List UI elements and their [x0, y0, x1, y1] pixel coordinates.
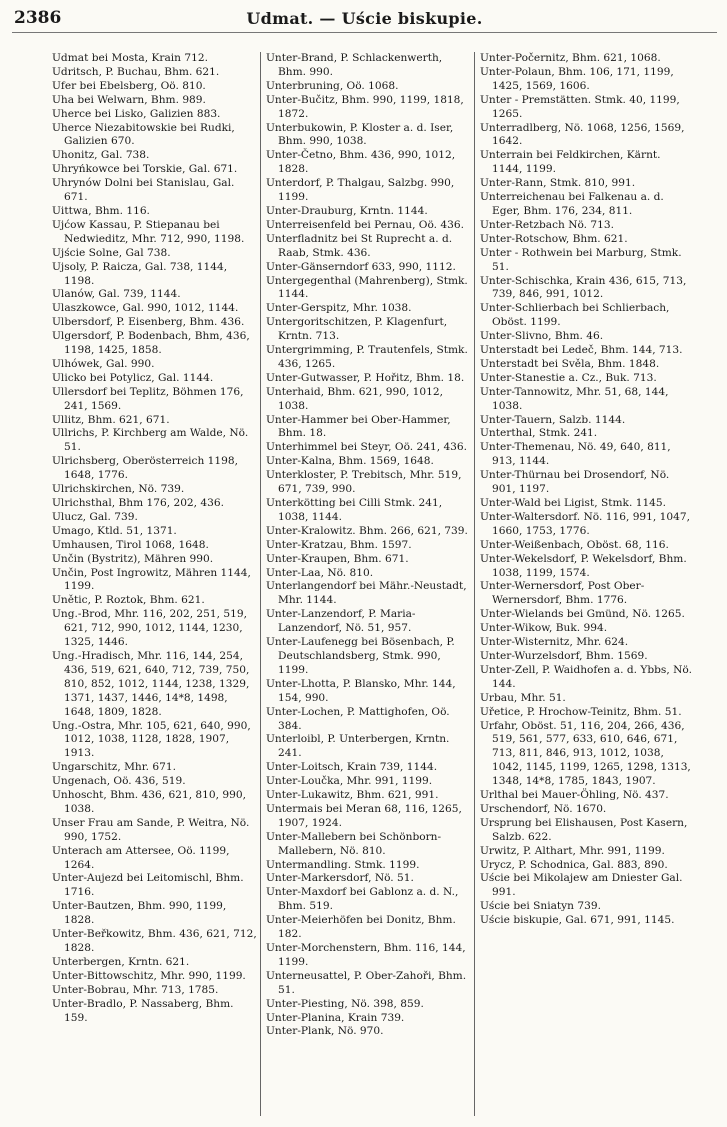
- index-entry: Ufer bei Ebelsberg, Oö. 810.: [52, 79, 206, 92]
- index-entry: Unter-Drauburg, Krntn. 1144.: [266, 204, 428, 217]
- index-entry: Urlthal bei Mauer-Öhling, Nö. 437.: [480, 789, 669, 802]
- index-entry: Unter-Wikow, Buk. 994.: [480, 622, 608, 635]
- index-entry: Ung.-Hradisch, Mhr. 116, 144, 254, 436, 519, 621, 640, 712, 739, 750, 810, 852, 1012, 1144, 1238, 1329, 1371, 1437, 1446, 14*8, 1498, 1648, 1809, 1828.: [52, 649, 250, 718]
- index-entry: Unter-Gerspitz, Mhr. 1038.: [266, 302, 412, 315]
- index-entry: Uřetice, P. Hrochow-Teinitz, Bhm. 51.: [480, 705, 682, 718]
- index-entry: Unter-Schischka, Krain 436, 615, 713, 739, 846, 991, 1012.: [480, 274, 687, 301]
- index-entry: Unter-Loitsch, Krain 739, 1144.: [266, 761, 438, 774]
- index-entry: Ujćow Kassau, P. Stiepanau bei Nedwieditz, Mhr. 712, 990, 1198.: [52, 218, 245, 245]
- index-entry: Unter-Wielands bei Gmünd, Nö. 1265.: [480, 608, 685, 621]
- index-entry: Ung.-Brod, Mhr. 116, 202, 251, 519, 621, 712, 990, 1012, 1144, 1230, 1325, 1446.: [52, 608, 247, 649]
- index-entry: Unter-Četno, Bhm. 436, 990, 1012, 1828.: [266, 149, 456, 176]
- index-entry: Umhausen, Tirol 1068, 1648.: [52, 538, 209, 551]
- index-entry: Unser Frau am Sande, P. Weitra, Nö. 990, 1752.: [52, 816, 250, 843]
- index-entry: Unčin (Bystritz), Mähren 990.: [52, 552, 214, 565]
- index-entry: Uha bei Welwarn, Bhm. 989.: [52, 93, 206, 106]
- page-header: [12, 6, 717, 33]
- index-entry: Unterbukowin, P. Kloster a. d. Iser, Bhm. 990, 1038.: [266, 121, 454, 148]
- index-entry: Unter-Lanzendorf, P. Maria-Lanzendorf, Nö. 51, 957.: [266, 608, 416, 635]
- index-entry: Unter-Slivno, Bhm. 46.: [480, 330, 604, 343]
- index-entry: Uittwa, Bhm. 116.: [52, 204, 150, 217]
- index-entry: Unter-Beřkowitz, Bhm. 436, 621, 712, 1828.: [52, 928, 257, 954]
- index-entry: Unter-Stanestie a. Cz., Buk. 713.: [480, 371, 657, 384]
- index-entry: Urwitz, P. Althart, Mhr. 991, 1199.: [480, 844, 665, 857]
- index-entry: Ulanów, Gal. 739, 1144.: [52, 288, 181, 301]
- index-entry: Unter-Tauern, Salzb. 1144.: [480, 413, 626, 426]
- index-entry: Unter-Maxdorf bei Gablonz a. d. N., Bhm. 519.: [266, 886, 459, 913]
- index-entry: Urschendorf, Nö. 1670.: [480, 802, 607, 815]
- index-entry: Unter-Polaun, Bhm. 106, 171, 1199, 1425, 1569, 1606.: [480, 65, 674, 92]
- index-entry: Unterstadt bei Ledeč, Bhm. 144, 713.: [480, 344, 683, 357]
- index-entry: Unterhaid, Bhm. 621, 990, 1012, 1038.: [266, 385, 444, 412]
- index-entry: Ulicko bei Potylicz, Gal. 1144.: [52, 371, 214, 384]
- index-entry: Unčin, Post Ingrowitz, Mähren 1144, 1199.: [52, 566, 251, 593]
- index-entry: Unter-Zell, P. Waidhofen a. d. Ybbs, Nö. 144.: [480, 663, 692, 690]
- index-entry: Untergegenthal (Mahrenberg), Stmk. 1144.: [266, 274, 468, 301]
- index-entry: Unter-Wekelsdorf, P. Wekelsdorf, Bhm. 1038, 1199, 1574.: [480, 552, 687, 579]
- index-entry: Unter-Gänserndorf 633, 990, 1112.: [266, 260, 456, 273]
- index-entry: Unter-Meierhöfen bei Donitz, Bhm. 182.: [266, 914, 456, 941]
- index-entry: Unter-Kralowitz. Bhm. 266, 621, 739.: [266, 524, 468, 537]
- index-entry: Unter-Wernersdorf, Post Ober-Wernersdorf, Bhm. 1776.: [480, 580, 645, 607]
- index-entry: Unterkötting bei Cilli Stmk. 241, 1038, 1144.: [266, 497, 443, 523]
- index-entry: Unterhimmel bei Steyr, Oö. 241, 436.: [266, 441, 468, 454]
- index-entry: Unter-Loučka, Mhr. 991, 1199.: [266, 775, 433, 788]
- index-entry: Unhoscht, Bhm. 436, 621, 810, 990, 1038.: [52, 789, 246, 815]
- index-entry: Unter-Retzbach Nö. 713.: [480, 218, 615, 231]
- index-entry: Unterstadt bei Svěla, Bhm. 1848.: [480, 357, 660, 370]
- index-entry: Uherce bei Lisko, Galizien 883.: [52, 107, 221, 120]
- index-entry: Uherce Niezabitowskie bei Rudki, Galizien 670.: [52, 121, 235, 148]
- index-entry: Unter-Themenau, Nö. 49, 640, 811, 913, 1144.: [480, 441, 671, 468]
- index-entry: Ulrichsberg, Oberösterreich 1198, 1648, 1776.: [52, 455, 238, 482]
- index-entry: Uhonitz, Gal. 738.: [52, 149, 150, 162]
- index-entry: Unterthal, Stmk. 241.: [480, 427, 598, 440]
- index-entry: Unter-Kraupen, Bhm. 671.: [266, 552, 409, 565]
- index-entry: Unter-Markersdorf, Nö. 51.: [266, 872, 414, 885]
- index-entry: Unětic, P. Roztok, Bhm. 621.: [52, 594, 205, 607]
- index-entry: Ulrichskirchen, Nö. 739.: [52, 483, 185, 496]
- index-entry: Unterkloster, P. Trebitsch, Mhr. 519, 671, 739, 990.: [266, 469, 462, 496]
- running-title: Udmat. — Uście biskupie.: [246, 9, 483, 28]
- column-divider: [260, 52, 261, 1116]
- index-entry: Unter-Waltersdorf. Nö. 116, 991, 1047, 1660, 1753, 1776.: [480, 510, 690, 537]
- index-entry: Uhryńkowce bei Torskie, Gal. 671.: [52, 163, 238, 176]
- index-entry: Unter-Piesting, Nö. 398, 859.: [266, 997, 424, 1010]
- index-entry: Unterradlberg, Nö. 1068, 1256, 1569, 1642.: [480, 121, 685, 148]
- index-entry: Unter-Wisternitz, Mhr. 624.: [480, 636, 629, 649]
- index-entry: Unter-Bradlo, P. Nassaberg, Bhm. 159.: [52, 997, 234, 1024]
- index-entry: Unter-Weißenbach, Oböst. 68, 116.: [480, 538, 669, 551]
- index-entry: Unterreichenau bei Falkenau a. d. Eger, Bhm. 176, 234, 811.: [480, 191, 664, 217]
- index-entry: Unter-Rann, Stmk. 810, 991.: [480, 177, 636, 190]
- index-entry: Uście biskupie, Gal. 671, 991, 1145.: [480, 914, 675, 927]
- column-divider: [474, 52, 475, 1116]
- index-entry: Urfahr, Oböst. 51, 116, 204, 266, 436, 519, 561, 577, 633, 610, 646, 671, 713, 811, 846, 913, 1012, 1038, 1042, 1145, 1199, 1265, 1298, 1313, 1348, 14*8, 1785, 1843, 1907.: [480, 719, 691, 788]
- index-entry: Unter - Premstätten. Stmk. 40, 1199, 1265.: [480, 93, 680, 120]
- index-entry: Uście bei Mikolajew am Dniester Gal. 991.: [480, 872, 683, 899]
- index-entry: Unterneusattel, P. Ober-Zahoři, Bhm. 51.: [266, 969, 467, 996]
- index-entry: Unter-Gutwasser, P. Hořitz, Bhm. 18.: [266, 371, 465, 384]
- index-entry: Unter-Rotschow, Bhm. 621.: [480, 232, 628, 245]
- index-entry: Unter-Hammer bei Ober-Hammer, Bhm. 18.: [266, 413, 451, 440]
- index-entry: Uhrynów Dolni bei Stanislau, Gal. 671.: [52, 177, 235, 204]
- index-entry: Ullrichs, P. Kirchberg am Walde, Nö. 51.: [52, 427, 249, 454]
- index-entry: Unterloibl, P. Unterbergen, Krntn. 241.: [266, 733, 450, 760]
- index-entry: Ulhówek, Gal. 990.: [52, 357, 155, 370]
- column-1: [52, 52, 258, 1120]
- column-3: [480, 52, 694, 1120]
- index-entry: Unterbergen, Krntn. 621.: [52, 955, 190, 968]
- index-entry: Untergrimming, P. Trautenfels, Stmk. 436, 1265.: [266, 344, 468, 370]
- index-entry: Unter-Počernitz, Bhm. 621, 1068.: [480, 52, 661, 64]
- index-entry: Unter-Kalna, Bhm. 1569, 1648.: [266, 455, 434, 468]
- index-entry: Unter - Rothwein bei Marburg, Stmk. 51.: [480, 246, 682, 273]
- index-entry: Unter-Bučitz, Bhm. 990, 1199, 1818, 1872.: [266, 93, 464, 120]
- index-entry: Unter-Wald bei Ligist, Stmk. 1145.: [480, 497, 667, 509]
- index-entry: Unter-Brand, P. Schlackenwerth, Bhm. 990.: [266, 52, 443, 78]
- index-entry: Unterreisenfeld bei Pernau, Oö. 436.: [266, 218, 465, 231]
- index-entry: Ursprung bei Elishausen, Post Kasern, Salzb. 622.: [480, 816, 688, 843]
- column-2: [266, 52, 472, 1120]
- index-entry: Unter-Bobrau, Mhr. 713, 1785.: [52, 983, 219, 996]
- index-entry: Unter-Lhotta, P. Blansko, Mhr. 144, 154, 990.: [266, 677, 456, 704]
- index-entry: Untermais bei Meran 68, 116, 1265, 1907, 1924.: [266, 802, 462, 829]
- index-entry: Unter-Mallebern bei Schönborn-Mallebern, Nö. 810.: [266, 830, 442, 857]
- index-entry: Unter-Laa, Nö. 810.: [266, 566, 374, 579]
- index-entry: Unterrain bei Feldkirchen, Kärnt. 1144, 1199.: [480, 149, 661, 176]
- index-entry: Udritsch, P. Buchau, Bhm. 621.: [52, 65, 220, 78]
- index-entry: Unterach am Attersee, Oö. 1199, 1264.: [52, 844, 230, 871]
- index-entry: Umago, Ktld. 51, 1371.: [52, 524, 177, 537]
- index-entry: Ujsoly, P. Raicza, Gal. 738, 1144, 1198.: [52, 260, 228, 287]
- index-entry: Unter-Bautzen, Bhm. 990, 1199, 1828.: [52, 900, 227, 927]
- index-entry: Untermandling. Stmk. 1199.: [266, 858, 420, 871]
- index-entry: Unterlangendorf bei Mähr.-Neustadt, Mhr. 1144.: [266, 580, 467, 607]
- index-entry: Ulucz, Gal. 739.: [52, 510, 138, 523]
- index-entry: Ulaszkowce, Gal. 990, 1012, 1144.: [52, 302, 239, 315]
- index-entry: Ungarschitz, Mhr. 671.: [52, 761, 176, 774]
- index-entry: Ullitz, Bhm. 621, 671.: [52, 413, 170, 426]
- index-entry: Uście bei Sniatyn 739.: [480, 900, 601, 913]
- index-entry: Unterbruning, Oö. 1068.: [266, 79, 399, 92]
- index-entry: Unter-Morchenstern, Bhm. 116, 144, 1199.: [266, 942, 466, 968]
- index-entry: Ulrichsthal, Bhm 176, 202, 436.: [52, 497, 224, 509]
- index-entry: Unter-Plank, Nö. 970.: [266, 1025, 384, 1038]
- index-entry: Udmat bei Mosta, Krain 712.: [52, 52, 208, 64]
- index-entry: Unterdorf, P. Thalgau, Salzbg. 990, 1199.: [266, 177, 455, 204]
- index-entry: Ungenach, Oö. 436, 519.: [52, 775, 186, 788]
- index-entry: Urbau, Mhr. 51.: [480, 691, 566, 704]
- index-entry: Unter-Lukawitz, Bhm. 621, 991.: [266, 789, 439, 802]
- index-entry: Urycz, P. Schodnica, Gal. 883, 890.: [480, 858, 668, 871]
- index-entry: Ung.-Ostra, Mhr. 105, 621, 640, 990, 1012, 1038, 1128, 1828, 1907, 1913.: [52, 719, 251, 760]
- index-entry: Unter-Lochen, P. Mattighofen, Oö. 384.: [266, 705, 450, 732]
- index-columns: [50, 52, 715, 1120]
- index-entry: Unter-Laufenegg bei Bösenbach, P. Deutschlandsberg, Stmk. 990, 1199.: [266, 636, 455, 676]
- index-entry: Ulgersdorf, P. Bodenbach, Bhm, 436, 1198, 1425, 1858.: [52, 330, 250, 357]
- index-entry: Unter-Tannowitz, Mhr. 51, 68, 144, 1038.: [480, 385, 669, 412]
- index-entry: Unter-Planina, Krain 739.: [266, 1011, 405, 1024]
- index-entry: Untergoritschitzen, P. Klagenfurt, Krntn. 713.: [266, 316, 448, 343]
- index-entry: Ulbersdorf, P. Eisenberg, Bhm. 436.: [52, 316, 245, 329]
- index-entry: Unter-Thürnau bei Drosendorf, Nö. 901, 1197.: [480, 469, 670, 496]
- index-entry: Unter-Aujezd bei Leitomischl, Bhm. 1716.: [52, 872, 244, 899]
- index-entry: Unter-Wurzelsdorf, Bhm. 1569.: [480, 649, 648, 662]
- index-entry: Unter-Bittowschitz, Mhr. 990, 1199.: [52, 969, 246, 982]
- index-entry: Ullersdorf bei Teplitz, Böhmen 176, 241, 1569.: [52, 385, 244, 412]
- index-entry: Unter-Schlierbach bei Schlierbach, Oböst. 1199.: [480, 302, 670, 329]
- page-number: 2386: [14, 8, 62, 28]
- index-entry: Unter-Kratzau, Bhm. 1597.: [266, 538, 412, 551]
- index-entry: Ujście Solne, Gal 738.: [52, 246, 171, 259]
- index-entry: Unterfladnitz bei St Ruprecht a. d. Raab, Stmk. 436.: [266, 232, 453, 259]
